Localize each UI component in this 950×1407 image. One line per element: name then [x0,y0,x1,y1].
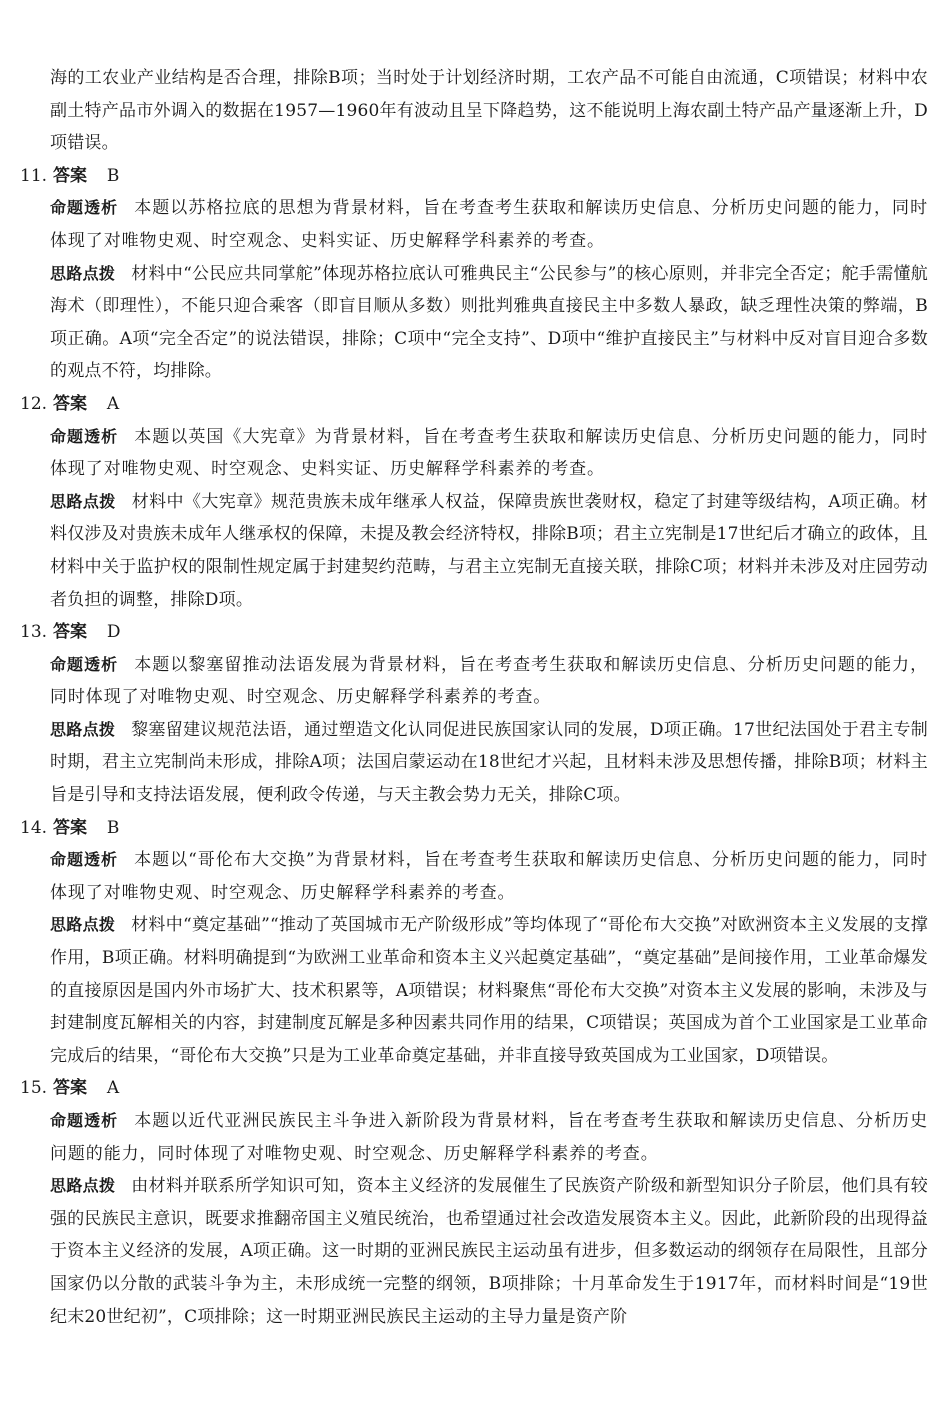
hint-text: 材料中“奠定基础”“推动了英国城市无产阶级形成”等均体现了“哥伦布大交换”对欧洲资本主义发展的支撑作用，B项正确。材料明确提到“为欧洲工业革命和资本主义兴起奠定基础”，“奠定基础”是间接作用，工业革命爆发的直接原因是国内外市场扩大、技术积累等，A项错误；材料聚焦“哥伦布大交换”对资本主义发展的影响，未涉及与封建制度瓦解相关的内容，封建制度瓦解是多种因素共同作用的结果，C项错误；英国成为首个工业国家是工业革命完成后的结果，“哥伦布大交换”只是为工业革命奠定基础，并非直接导致英国成为工业国家，D项错误。 [50,915,928,1066]
hint-label: 思路点拨 [50,719,116,739]
question-header [20,160,950,193]
intent-label: 命题透析 [50,654,119,674]
hint-label: 思路点拨 [50,1176,116,1196]
hint-label: 思路点拨 [50,915,116,935]
question-number: 13. [20,622,48,643]
hint-paragraph [50,909,928,1072]
hint-paragraph [50,258,928,388]
answer-value: D [106,622,121,643]
question-14 [0,812,950,1073]
intent-paragraph [50,192,928,257]
answer-value: B [106,165,120,186]
question-number: 14. [20,817,48,838]
intent-label: 命题透析 [50,198,119,218]
question-header [20,812,950,845]
intent-label: 命题透析 [50,850,119,870]
answer-value: B [106,817,120,838]
intent-paragraph [50,649,928,714]
intent-text: 本题以英国《大宪章》为背景材料，旨在考查考生获取和解读历史信息、分析历史问题的能力，同时体现了对唯物史观、时空观念、史料实证、历史解释学科素养的考查。 [50,426,928,480]
question-header [20,1072,950,1105]
answer-value: A [106,1078,120,1099]
answer-label: 答案 [52,1078,87,1099]
question-number: 12. [20,393,48,414]
intro-paragraph: 海的工农业产业结构是否合理，排除B项；当时处于计划经济时期，工农产品不可能自由流通，C项错误；材料中农副土特产品市外调入的数据在1957—1960年有波动且呈下降趋势，这不能说明上海农副土特产品产量逐渐上升，D项错误。 [50,68,928,154]
question-12 [0,388,950,616]
answer-label: 答案 [52,622,87,643]
hint-text: 由材料并联系所学知识可知，资本主义经济的发展催生了民族资产阶级和新型知识分子阶层，他们具有较强的民族民主意识，既要求推翻帝国主义殖民统治，也希望通过社会改造发展资本主义。因此，此新阶段的出现得益于资本主义经济的发展，A项正确。这一时期的亚洲民族民主运动虽有进步，但多数运动的纲领存在局限性，且部分国家仍以分散的武装斗争为主，未形成统一完整的纲领，B项排除；十月革命发生于1917年，而材料时间是“19世纪末20世纪初”，C项排除；这一时期亚洲民族民主运动的主导力量是资产阶 [50,1176,928,1327]
question-11 [0,160,950,388]
answer-label: 答案 [52,393,87,414]
intent-text: 本题以苏格拉底的思想为背景材料，旨在考查考生获取和解读历史信息、分析历史问题的能力，同时体现了对唯物史观、时空观念、史料实证、历史解释学科素养的考查。 [50,198,928,251]
hint-paragraph [50,714,928,812]
intent-text: 本题以“哥伦布大交换”为背景材料，旨在考查考生获取和解读历史信息、分析历史问题的能力，同时体现了对唯物史观、时空观念、历史解释学科素养的考查。 [50,850,928,903]
question-13 [0,616,950,812]
intent-paragraph [50,844,928,909]
intent-paragraph [50,1105,928,1170]
answer-value: A [106,393,120,414]
answer-label: 答案 [52,165,87,186]
hint-text: 黎塞留建议规范法语，通过塑造文化认同促进民族国家认同的发展，D项正确。17世纪法国处于君主专制时期，君主立宪制尚未形成，排除A项；法国启蒙运动在18世纪才兴起，且材料未涉及思想传播，排除B项；材料主旨是引导和支持法语发展，便利政令传递，与天主教会势力无关，排除C项。 [50,719,928,806]
intent-label: 命题透析 [50,426,119,446]
hint-text: 材料中《大宪章》规范贵族未成年继承人权益，保障贵族世袭财权，稳定了封建等级结构，A项正确。材料仅涉及对贵族未成年人继承权的保障，未提及教会经济特权，排除B项；君主立宪制是17世纪后才确立的政体，且材料中关于监护权的限制性规定属于封建契约范畴，与君主立宪制无直接关联，排除C项；材料并未涉及对庄园劳动者负担的调整，排除D项。 [50,491,928,610]
question-15 [0,1072,950,1333]
question-header [20,616,950,649]
answer-key-page [0,62,950,1333]
answer-label: 答案 [52,817,87,838]
intent-paragraph [50,421,928,486]
intent-label: 命题透析 [50,1111,119,1130]
hint-paragraph [50,486,928,616]
question-header [20,388,950,421]
hint-label: 思路点拨 [50,491,116,511]
hint-label: 思路点拨 [50,263,116,283]
hint-paragraph [50,1170,928,1333]
question-number: 11. [20,165,48,186]
hint-text: 材料中“公民应共同掌舵”体现苏格拉底认可雅典民主“公民参与”的核心原则，并非完全否定；舵手需懂航海术（即理性），不能只迎合乘客（即盲目顺从多数）则批判雅典直接民主中多数人暴政，缺乏理性决策的弊端，B项正确。A项“完全否定”的说法错误，排除；C项中“完全支持”、D项中“维护直接民主”与材料中反对盲目迎合多数的观点不符，均排除。 [50,263,928,382]
question-number: 15. [20,1078,48,1099]
intent-text: 本题以黎塞留推动法语发展为背景材料，旨在考查考生获取和解读历史信息、分析历史问题的能力，同时体现了对唯物史观、时空观念、历史解释学科素养的考查。 [50,654,928,708]
intent-text: 本题以近代亚洲民族民主斗争进入新阶段为背景材料，旨在考查考生获取和解读历史信息、分析历史问题的能力，同时体现了对唯物史观、时空观念、历史解释学科素养的考查。 [50,1111,928,1164]
